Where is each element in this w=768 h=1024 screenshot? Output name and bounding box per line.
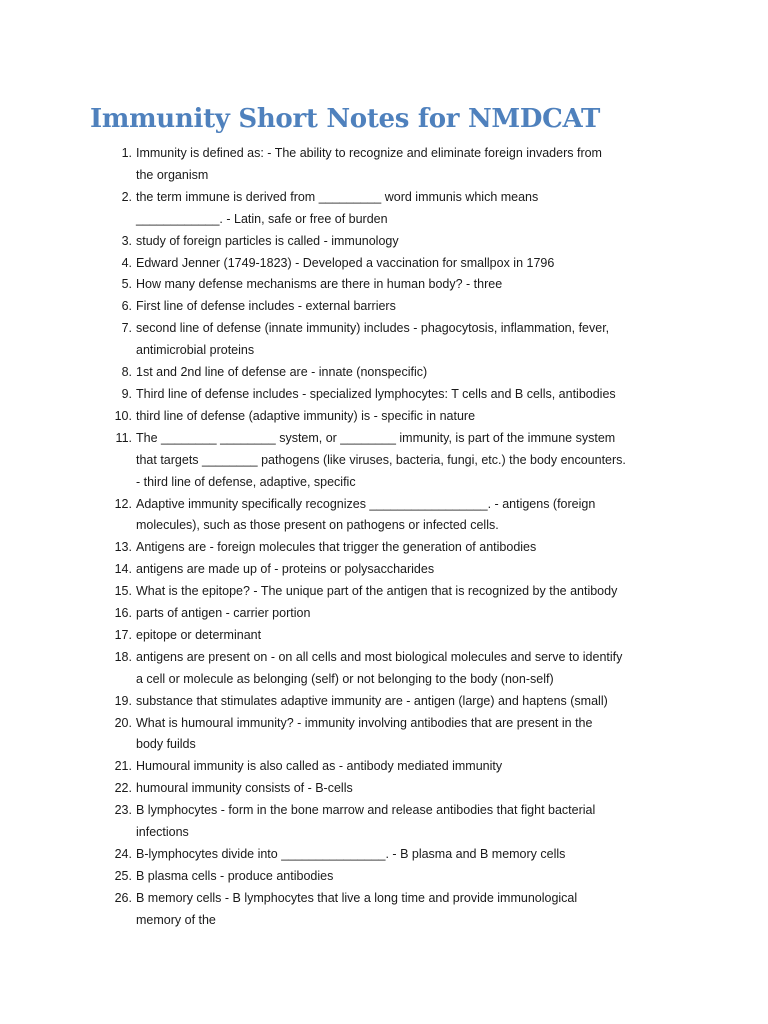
item-number: 23. xyxy=(114,803,132,818)
item-number: 3. xyxy=(121,233,132,248)
list-item xyxy=(112,800,692,844)
item-text: antigens are made up of - proteins or polysaccharides xyxy=(136,562,435,577)
item-number: 24. xyxy=(114,847,132,861)
item-number: 22. xyxy=(114,781,132,796)
list-item xyxy=(112,406,692,428)
list-item xyxy=(112,384,692,406)
item-number: 2. xyxy=(121,189,132,204)
list-item xyxy=(112,253,692,275)
item-number: 26. xyxy=(114,890,132,905)
list-item xyxy=(112,888,692,932)
item-text: Third line of defense includes - specialized lymphocytes: T cells and B cells, antibodies xyxy=(136,386,616,401)
item-number: 13. xyxy=(114,540,132,555)
list-item xyxy=(112,537,692,559)
list-item xyxy=(112,603,692,625)
item-number: 5. xyxy=(121,277,132,292)
item-number: 12. xyxy=(114,496,132,511)
item-text: parts of antigen - carrier portion xyxy=(136,606,311,621)
item-text: B memory cells - B lymphocytes that live a long time and provide immunological memory of the xyxy=(136,890,578,927)
list-item xyxy=(112,318,692,362)
item-number: 4. xyxy=(121,255,132,270)
item-number: 21. xyxy=(114,759,132,774)
item-number: 6. xyxy=(121,299,132,314)
item-text: antigens are present on - on all cells and most biological molecules and serve to identify a cell or molecule as belonging (self) or not belonging to the body (non-self) xyxy=(136,649,623,686)
item-text: What is humoural immunity? - immunity involving antibodies that are present in the body fuilds xyxy=(136,715,593,752)
list-item xyxy=(112,713,692,757)
item-number: 11. xyxy=(115,430,132,445)
item-number: 15. xyxy=(114,584,132,599)
item-text: second line of defense (innate immunity) includes - phagocytosis, inflammation, fever, antimicrobial proteins xyxy=(136,321,610,358)
list-item xyxy=(112,494,692,538)
list-item xyxy=(112,362,692,384)
notes-list xyxy=(112,143,692,932)
item-text: Edward Jenner (1749-1823) - Developed a vaccination for smallpox in 1796 xyxy=(136,255,555,270)
item-number: 18. xyxy=(114,649,132,664)
item-text: B lymphocytes - form in the bone marrow and release antibodies that fight bacterial infections xyxy=(136,803,596,840)
page-title: Immunity Short Notes for NMDCAT xyxy=(90,104,601,134)
item-text: First line of defense includes - external barriers xyxy=(136,299,396,314)
item-number: 7. xyxy=(121,321,132,336)
list-item xyxy=(112,647,692,691)
item-text: B-lymphocytes divide into _______________. - B plasma and B memory cells xyxy=(136,847,566,861)
list-item xyxy=(112,844,692,866)
item-number: 19. xyxy=(114,693,132,708)
list-item xyxy=(112,559,692,581)
list-item xyxy=(112,756,692,778)
item-text: What is the epitope? - The unique part of the antigen that is recognized by the antibody xyxy=(136,584,618,599)
item-text: The ________ ________ system, or ________ immunity, is part of the immune system that targets ________ pathogens (like viruses, bacteria, fungi, etc.) the body encounters. - third line of defense, adaptive, specific xyxy=(136,430,626,489)
list-item xyxy=(112,231,692,253)
item-text: How many defense mechanisms are there in human body? - three xyxy=(136,277,503,292)
item-text: B plasma cells - produce antibodies xyxy=(136,868,334,883)
list-item xyxy=(112,274,692,296)
item-number: 1. xyxy=(121,146,132,160)
list-item xyxy=(112,866,692,888)
item-number: 20. xyxy=(114,715,132,730)
item-number: 17. xyxy=(114,627,132,642)
item-text: 1st and 2nd line of defense are - innate (nonspecific) xyxy=(136,365,428,380)
list-item xyxy=(112,625,692,647)
list-item xyxy=(112,581,692,603)
list-item xyxy=(112,143,692,187)
item-text: the term immune is derived from _________ word immunis which means ____________. - Latin, safe or free of burden xyxy=(136,189,539,226)
list-item xyxy=(112,428,692,494)
item-number: 8. xyxy=(121,365,132,380)
item-number: 9. xyxy=(121,386,132,401)
item-number: 10. xyxy=(114,408,132,423)
item-text: humoural immunity consists of - B-cells xyxy=(136,781,353,796)
item-text: Antigens are - foreign molecules that trigger the generation of antibodies xyxy=(136,540,537,555)
item-text: Adaptive immunity specifically recognizes _________________. - antigens (foreign molecules), such as those present on pathogens or infected cells. xyxy=(136,496,596,533)
item-number: 16. xyxy=(114,606,132,621)
item-text: epitope or determinant xyxy=(136,627,262,642)
item-number: 14. xyxy=(114,562,132,577)
list-item xyxy=(112,691,692,713)
list-item xyxy=(112,778,692,800)
list-item xyxy=(112,187,692,231)
item-text: Humoural immunity is also called as - antibody mediated immunity xyxy=(136,759,503,774)
item-text: substance that stimulates adaptive immunity are - antigen (large) and haptens (small) xyxy=(136,693,608,708)
item-text: third line of defense (adaptive immunity) is - specific in nature xyxy=(136,408,476,423)
item-number: 25. xyxy=(114,868,132,883)
item-text: Immunity is defined as: - The ability to recognize and eliminate foreign invaders from the organism xyxy=(136,146,602,182)
item-text: study of foreign particles is called - immunology xyxy=(136,233,399,248)
list-item xyxy=(112,296,692,318)
